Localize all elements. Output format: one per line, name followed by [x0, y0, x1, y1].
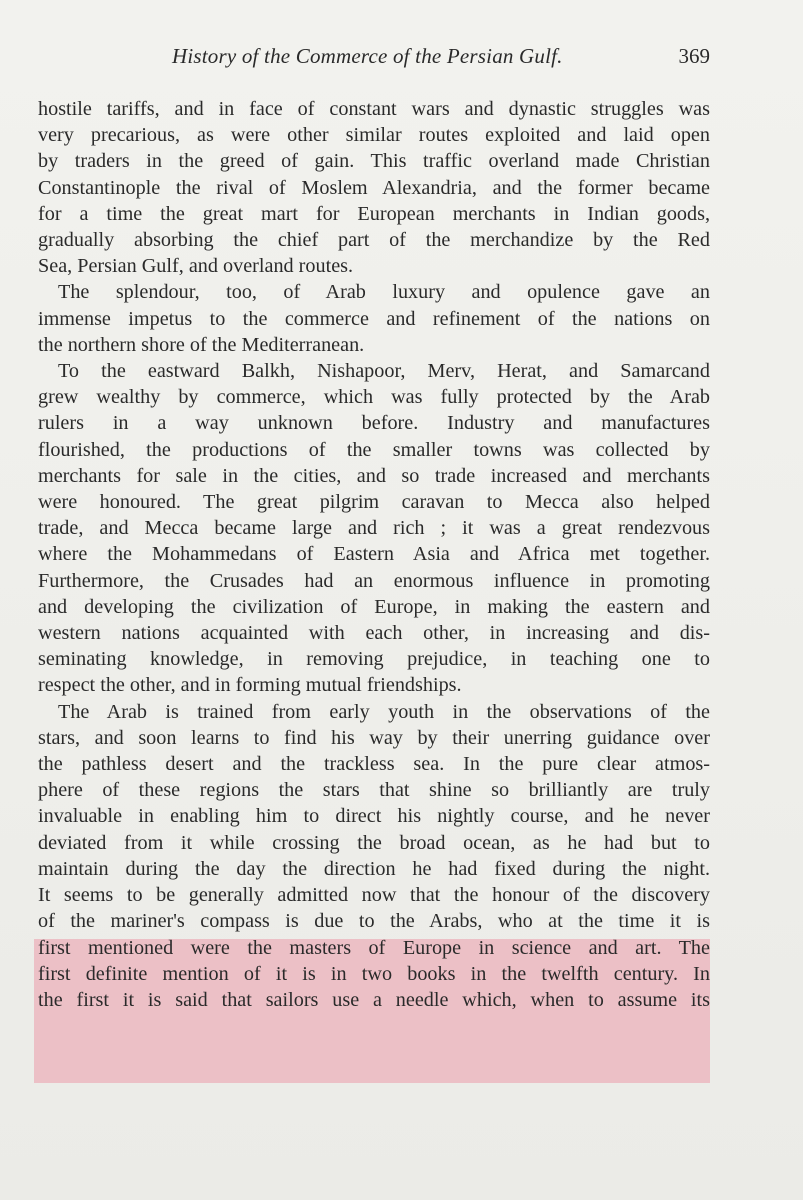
text-line: western nations acquainted with each other, in increasing and dis-	[38, 622, 710, 645]
text-line: Constantinople the rival of Moslem Alexandria, and the former became	[38, 176, 710, 199]
text-line: phere of these regions the stars that shine so brilliantly are truly	[38, 779, 710, 802]
text-line: The Arab is trained from early youth in the observations of the	[58, 700, 710, 723]
text-line: for a time the great mart for European merchants in Indian goods,	[38, 202, 710, 225]
text-line: where the Mohammedans of Eastern Asia and Africa met together.	[38, 543, 710, 566]
page-number: 369	[678, 44, 710, 68]
paragraph	[38, 699, 710, 1013]
text-line: Furthermore, the Crusades had an enormous influence in promoting	[38, 569, 710, 592]
text-line: immense impetus to the commerce and refinement of the nations on	[38, 307, 710, 330]
text-line: were honoured. The great pilgrim caravan to Mecca also helped	[38, 491, 710, 514]
text-line: maintain during the day the direction he had fixed during the night.	[38, 857, 710, 880]
text-line: the northern shore of the Mediterranean.	[38, 333, 365, 356]
text-line: the first it is said that sailors use a needle which, when to assume its	[38, 988, 710, 1011]
text-line: hostile tariffs, and in face of constant wars and dynastic struggles was	[38, 98, 710, 120]
text-line: gradually absorbing the chief part of the merchandize by the Red	[38, 229, 710, 252]
text-line: deviated from it while crossing the broad ocean, as he had but to	[38, 831, 710, 854]
text-line: grew wealthy by commerce, which was fully protected by the Arab	[38, 386, 710, 409]
text-line: The splendour, too, of Arab luxury and opulence gave an	[58, 281, 710, 304]
text-line: To the eastward Balkh, Nishapoor, Merv, Herat, and Samarcand	[58, 360, 710, 383]
text-line: very precarious, as were other similar routes exploited and laid open	[38, 124, 710, 147]
paragraph	[38, 279, 710, 358]
text-line: merchants for sale in the cities, and so trade increased and merchants	[38, 464, 710, 487]
text-line: Sea, Persian Gulf, and overland routes.	[38, 255, 354, 278]
text-line: and developing the civilization of Europe, in making the eastern and	[38, 595, 710, 618]
text-line: of the mariner's compass is due to the Arabs, who at the time it is	[38, 910, 710, 933]
text-line: invaluable in enabling him to direct his nightly course, and he never	[38, 805, 710, 828]
text-line: It seems to be generally admitted now that the honour of the discovery	[38, 884, 710, 907]
text-line: flourished, the productions of the smaller towns was collected by	[38, 438, 710, 461]
body-text	[38, 96, 710, 1013]
paragraph	[38, 96, 710, 279]
text-line: stars, and soon learns to find his way by their unerring guidance over	[38, 726, 710, 749]
text-line: the pathless desert and the trackless sea. In the pure clear atmos-	[38, 753, 710, 776]
paragraph	[38, 358, 710, 699]
text-line: first mentioned were the masters of Europe in science and art. The	[38, 936, 710, 959]
text-line: first definite mention of it is in two books in the twelfth century. In	[38, 962, 710, 985]
page-header	[38, 44, 710, 80]
text-line: seminating knowledge, in removing prejudice, in teaching one to	[38, 648, 710, 671]
text-line: trade, and Mecca became large and rich ; it was a great rendezvous	[38, 517, 710, 540]
running-title: History of the Commerce of the Persian Gulf.	[172, 44, 563, 68]
text-line: respect the other, and in forming mutual friendships.	[38, 674, 462, 697]
text-line: by traders in the greed of gain. This traffic overland made Christian	[38, 150, 710, 173]
text-line: rulers in a way unknown before. Industry and manufactures	[38, 412, 710, 435]
